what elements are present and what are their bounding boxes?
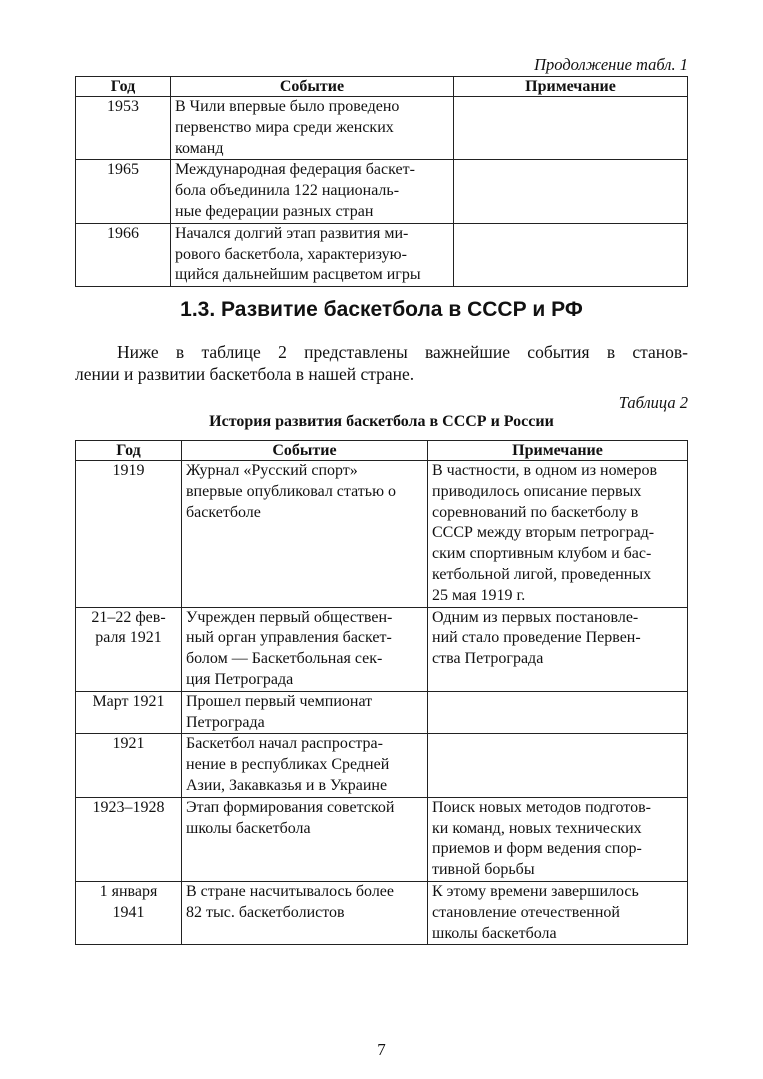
table-row [76,97,688,160]
cell-event: Баскетбол начал распростра- нение в республиках Средней Азии, Закавказья и в Украине [182,734,428,797]
table-label: Таблица 2 [618,393,688,412]
cell-event: Прошел первый чемпионат Петрограда [182,691,428,734]
cell-year: 1919 [76,461,182,608]
paragraph-line: Ниже в таблице 2 представлены важнейшие события в станов- [117,342,688,362]
table-row [76,881,688,944]
cell-year: 1965 [76,160,171,223]
cell-note: Одним из первых постановле- ний стало проведение Первен- ства Петрограда [428,607,688,691]
header-note: Примечание [454,77,688,97]
cell-event: Начался долгий этап развития ми- рового баскетбола, характеризую- щийся дальнейшим расцветом игры [171,223,454,286]
header-event: Событие [171,77,454,97]
table-row [76,160,688,223]
cell-year: 1953 [76,97,171,160]
cell-note [454,160,688,223]
cell-note: В частности, в одном из номеров приводилось описание первых соревнований по баскетболу в СССР между вторым петроград- ским спортивным клубом и бас- кетбольной лигой, проведенных 25 мая 1919 г. [428,461,688,608]
table-continuation-label: Продолжение табл. 1 [534,55,688,74]
table-row [76,607,688,691]
table-2 [75,440,688,945]
cell-event: Учрежден первый обществен- ный орган управления баскет- болом — Баскетбольная сек- ция Петрограда [182,607,428,691]
cell-event: Журнал «Русский спорт» впервые опубликовал статью о баскетболе [182,461,428,608]
section-paragraph [75,341,688,385]
cell-event: Международная федерация баскет- бола объединила 122 националь- ные федерации разных стран [171,160,454,223]
header-year: Год [76,441,182,461]
page-number: 7 [377,1040,386,1059]
cell-note [454,223,688,286]
table-row [76,797,688,881]
table-header-row [76,441,688,461]
cell-year: 1 января 1941 [76,881,182,944]
cell-event: Этап формирования советской школы баскетбола [182,797,428,881]
cell-year: 1966 [76,223,171,286]
table-1 [75,76,688,287]
table-header-row [76,77,688,97]
cell-year: 1921 [76,734,182,797]
table-row [76,461,688,608]
paragraph-line: лении и развитии баскетбола в нашей стране. [75,364,415,384]
cell-year: 21–22 фев- раля 1921 [76,607,182,691]
table-row [76,734,688,797]
cell-note [428,691,688,734]
cell-note: К этому времени завершилось становление отечественной школы баскетбола [428,881,688,944]
cell-event: В Чили впервые было проведено первенство мира среди женских команд [171,97,454,160]
table-row [76,691,688,734]
cell-year: Март 1921 [76,691,182,734]
header-event: Событие [182,441,428,461]
section-heading: 1.3. Развитие баскетбола в СССР и РФ [180,298,583,321]
cell-year: 1923–1928 [76,797,182,881]
cell-note: Поиск новых методов подготов- ки команд, новых технических приемов и форм ведения спор- тивной борьбы [428,797,688,881]
table-row [76,223,688,286]
cell-note [428,734,688,797]
header-note: Примечание [428,441,688,461]
header-year: Год [76,77,171,97]
cell-event: В стране насчитывалось более 82 тыс. баскетболистов [182,881,428,944]
cell-note [454,97,688,160]
table-caption: История развития баскетбола в СССР и России [209,413,554,430]
